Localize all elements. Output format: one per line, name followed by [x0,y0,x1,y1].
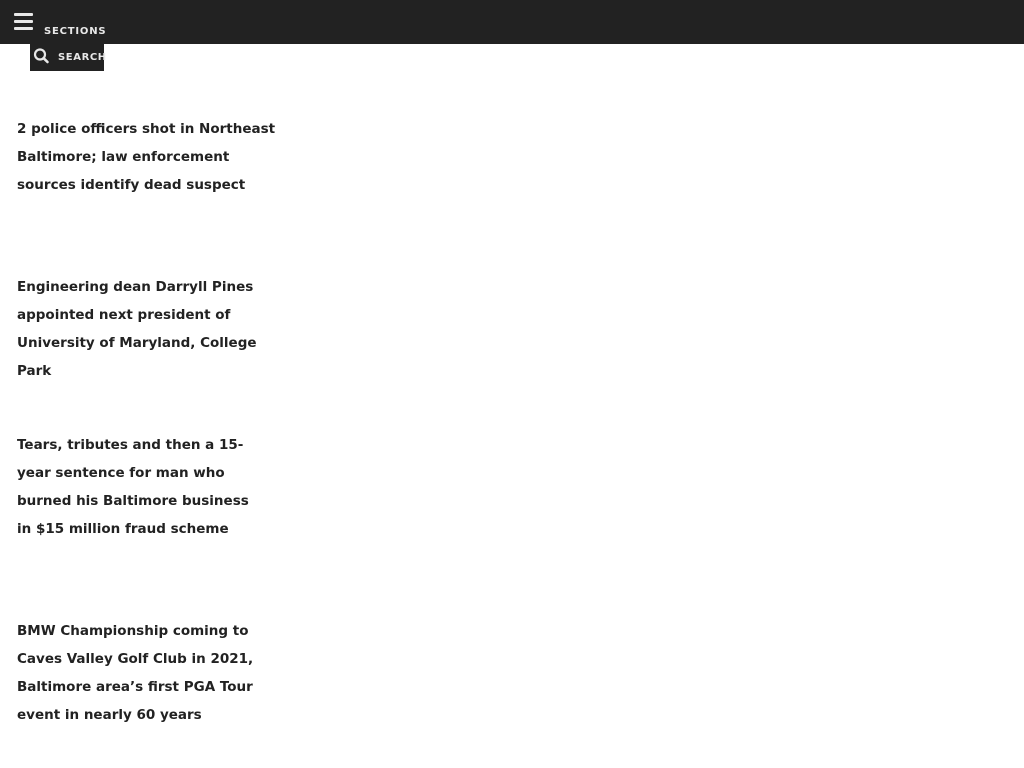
headline-link[interactable]: 2 police officers shot in Northeast Baltimore; law enforcement sources identify dead suspect [17,121,276,193]
headline-link[interactable]: Engineering dean Darryll Pines appointed next president of University of Maryland, College Park [17,279,257,379]
search-button[interactable] [30,44,107,71]
top-navigation-bar [0,0,1024,44]
search-label: SEARCH [58,52,107,63]
headline-link[interactable]: BMW Championship coming to Caves Valley Golf Club in 2021, Baltimore area’s first PGA Tour event in nearly 60 years [17,623,254,723]
sections-button[interactable]: SECTIONS [44,26,107,37]
hamburger-menu-icon[interactable] [14,13,34,31]
headline-link[interactable]: Tears, tributes and then a 15-year sentence for man who burned his Baltimore business in $15 million fraud scheme [17,437,249,537]
search-icon [32,47,52,67]
